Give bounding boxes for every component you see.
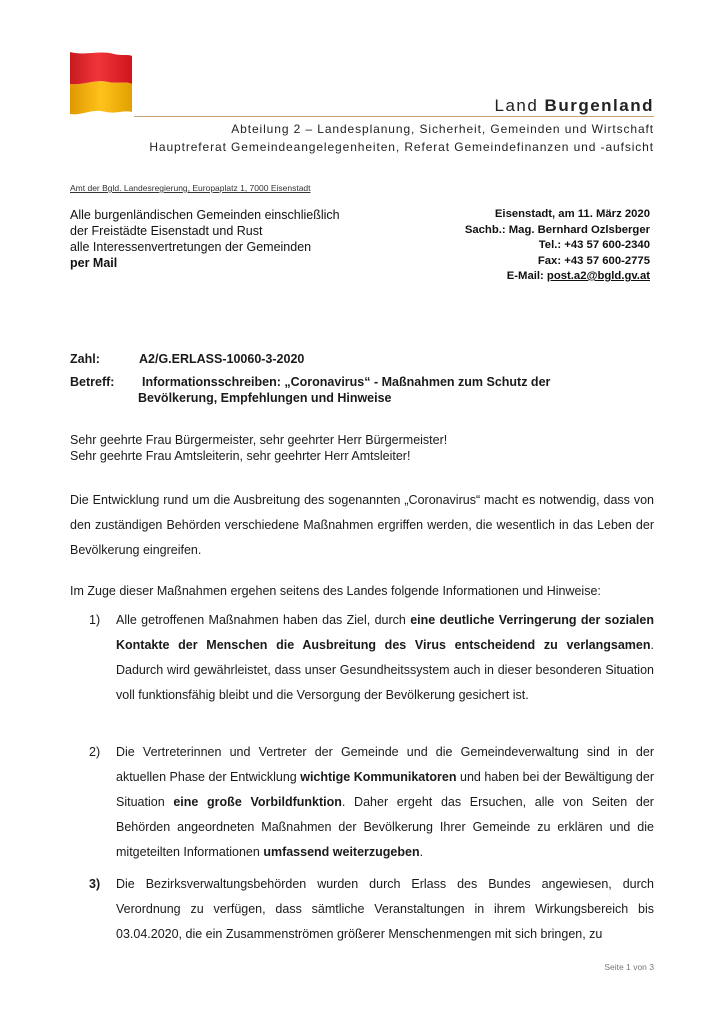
betreff-text: Informationsschreiben: „Coronavirus“ - Maßnahmen zum Schutz der Bevölkerung, Empfehlungen und Hinweise	[138, 375, 551, 405]
list-item-text: Die Vertreterinnen und Vertreter der Gemeinde und die Gemeindeverwaltung sind in der aktuellen Phase der Entwicklung wichtige Kommunikatoren und haben bei der Bewältigung der Situation eine große Vorbildfunktion. Daher ergeht das Ersuchen, alle von Seiten der Behörden angeordneten Maßnahmen der Bevölkerung Ihrer Gemeinde zu erklären und die mitgeteilten Informationen umfassend weiterzugeben.	[116, 745, 654, 859]
zahl-value: A2/G.ERLASS-10060-3-2020	[139, 352, 305, 366]
zahl-label: Zahl:	[70, 352, 100, 366]
list-number: 1)	[89, 613, 101, 627]
measures-intro: Im Zuge dieser Maßnahmen ergehen seitens des Landes folgende Informationen und Hinweise:	[70, 584, 601, 598]
betreff-label: Betreff:	[70, 375, 115, 389]
salutation: Sehr geehrte Frau Bürgermeister, sehr geehrter Herr Bürgermeister! Sehr geehrte Frau Amtsleiterin, sehr geehrter Herr Amtsleiter!	[70, 433, 448, 463]
contact-info-block	[465, 207, 650, 285]
list-number: 3)	[89, 877, 101, 891]
intro-paragraph: Die Entwicklung rund um die Ausbreitung des sogenannten „Coronavirus“ macht es notwendig, dass von den zuständigen Behörden verschiedene Maßnahmen ergriffen werden, die wesentlich in das Leben der Bevölkerung eingreifen.	[70, 493, 654, 557]
recipient-line-2: der Freistädte Eisenstadt und Rust	[70, 224, 263, 238]
recipient-block	[70, 207, 340, 271]
case-officer: Sachb.: Mag. Bernhard Ozlsberger	[464, 223, 650, 236]
email-link[interactable]: post.a2@bgld.gv.at	[546, 270, 650, 282]
header-rule	[134, 116, 654, 117]
list-item-text: Alle getroffenen Maßnahmen haben das Ziel, durch eine deutliche Verringerung der sozialen Kontakte der Menschen die Ausbreitung des Virus entscheidend zu verlangsamen. Dadurch wird gewährleistet, dass unser Gesundheitssystem auch in dieser besonderen Situation voll funktionsfähig bleibt und die Versorgung der Bevölkerung gesichert ist.	[116, 613, 654, 702]
reference-number	[70, 352, 305, 366]
burgenland-flag-logo	[68, 50, 134, 116]
phone: Tel.: +43 57 600-2340	[538, 239, 650, 251]
email-row: E-Mail: post.a2@bgld.gv.at	[506, 270, 650, 282]
letter-date: Eisenstadt, am 11. März 2020	[494, 208, 650, 220]
recipient-line-1: Alle burgenländischen Gemeinden einschließlich	[70, 208, 340, 222]
recipient-line-4: per Mail	[70, 256, 118, 270]
fax: Fax: +43 57 600-2775	[537, 254, 650, 267]
page-number: Seite 1 von 3	[604, 962, 654, 972]
list-item-text: Die Bezirksverwaltungsbehörden wurden durch Erlass des Bundes angewiesen, durch Verordnung zu verfügen, dass sämtliche Veranstaltungen in ihrem Wirkungsbereich bis 03.04.2020, die ein Zusammenströmen größerer Menschenmengen mit sich bringen, zu	[116, 877, 654, 941]
sender-address: Amt der Bgld. Landesregierung, Europaplatz 1, 7000 Eisenstadt	[70, 183, 311, 193]
brand-wordmark: Land Burgenland	[494, 96, 654, 115]
list-number: 2)	[89, 745, 101, 759]
dept-line-1: Abteilung 2 – Landesplanung, Sicherheit, Gemeinden und Wirtschaft	[231, 122, 654, 136]
department-header	[149, 120, 654, 156]
dept-line-2: Hauptreferat Gemeindeangelegenheiten, Referat Gemeindefinanzen und -aufsicht	[149, 140, 654, 154]
recipient-line-3: alle Interessenvertretungen der Gemeinden	[70, 240, 312, 254]
